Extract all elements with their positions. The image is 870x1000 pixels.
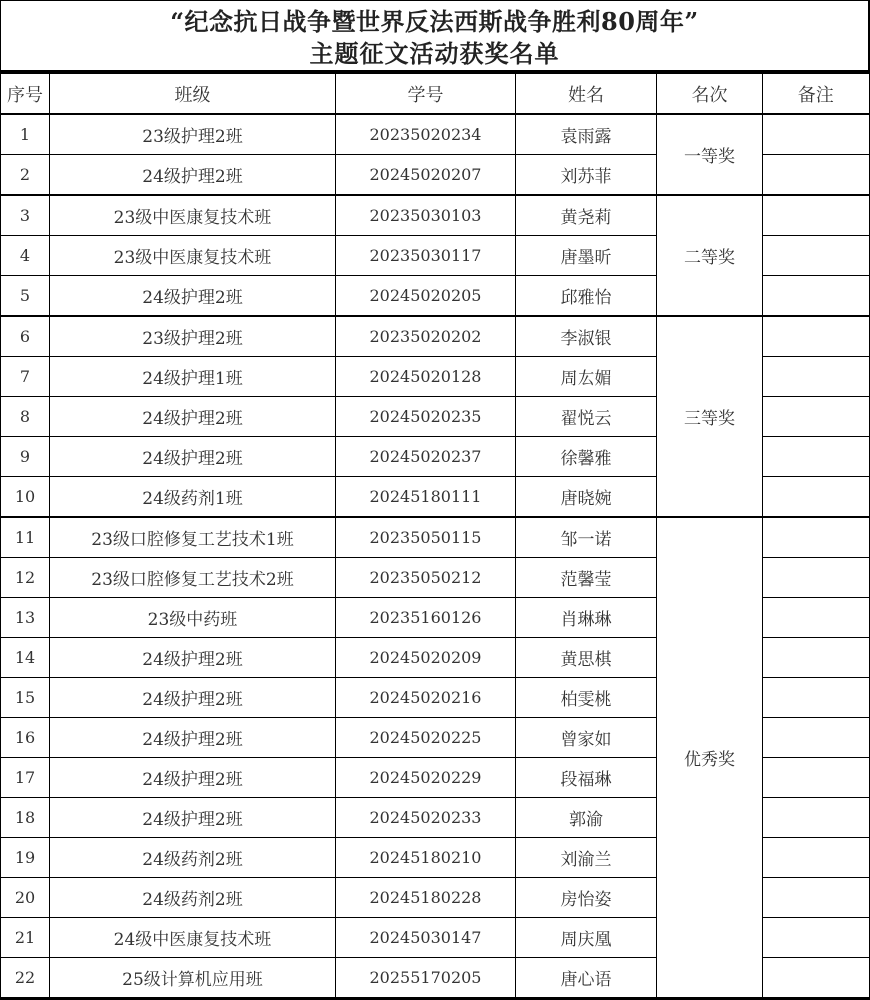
cell-remark — [763, 798, 870, 838]
cell-class: 24级中医康复技术班 — [50, 918, 336, 958]
cell-student-id: 20235050212 — [336, 558, 516, 598]
cell-class: 23级护理2班 — [50, 316, 336, 357]
cell-remark — [763, 236, 870, 276]
award-third: 三等奖 — [657, 316, 763, 517]
cell-student-id: 20235020202 — [336, 316, 516, 357]
cell-index: 7 — [1, 357, 50, 397]
cell-student-id: 20245180111 — [336, 477, 516, 518]
cell-remark — [763, 878, 870, 918]
document-title — [0, 0, 870, 73]
cell-name: 郭渝 — [516, 798, 657, 838]
cell-class: 23级中医康复技术班 — [50, 195, 336, 236]
cell-remark — [763, 195, 870, 236]
table-row — [1, 114, 870, 155]
cell-student-id: 20245020128 — [336, 357, 516, 397]
cell-class: 23级中药班 — [50, 598, 336, 638]
table-header-row — [1, 74, 870, 115]
table-row — [1, 316, 870, 357]
cell-class: 24级护理2班 — [50, 718, 336, 758]
table-row — [1, 517, 870, 558]
cell-remark — [763, 357, 870, 397]
cell-class: 24级药剂2班 — [50, 878, 336, 918]
award-excellence: 优秀奖 — [657, 517, 763, 999]
cell-index: 5 — [1, 276, 50, 317]
cell-index: 1 — [1, 114, 50, 155]
cell-student-id: 20245020216 — [336, 678, 516, 718]
cell-index: 15 — [1, 678, 50, 718]
cell-class: 24级护理1班 — [50, 357, 336, 397]
cell-student-id: 20245030147 — [336, 918, 516, 958]
header-remark: 备注 — [763, 74, 870, 115]
cell-remark — [763, 838, 870, 878]
cell-index: 6 — [1, 316, 50, 357]
cell-index: 17 — [1, 758, 50, 798]
cell-remark — [763, 718, 870, 758]
cell-remark — [763, 114, 870, 155]
cell-remark — [763, 477, 870, 518]
cell-name: 袁雨露 — [516, 114, 657, 155]
cell-remark — [763, 155, 870, 196]
cell-name: 徐馨雅 — [516, 437, 657, 477]
cell-name: 刘渝兰 — [516, 838, 657, 878]
cell-name: 刘苏菲 — [516, 155, 657, 196]
cell-student-id: 20235030117 — [336, 236, 516, 276]
cell-name: 李淑银 — [516, 316, 657, 357]
cell-student-id: 20245020237 — [336, 437, 516, 477]
cell-class: 24级药剂2班 — [50, 838, 336, 878]
award-second: 二等奖 — [657, 195, 763, 316]
cell-remark — [763, 437, 870, 477]
cell-name: 翟悦云 — [516, 397, 657, 437]
cell-student-id: 20245020207 — [336, 155, 516, 196]
cell-student-id: 20235030103 — [336, 195, 516, 236]
cell-name: 曾家如 — [516, 718, 657, 758]
header-name: 姓名 — [516, 74, 657, 115]
cell-remark — [763, 397, 870, 437]
cell-student-id: 20245020209 — [336, 638, 516, 678]
cell-class: 24级护理2班 — [50, 798, 336, 838]
cell-name: 周庆凰 — [516, 918, 657, 958]
cell-student-id: 20245180210 — [336, 838, 516, 878]
cell-index: 8 — [1, 397, 50, 437]
cell-index: 4 — [1, 236, 50, 276]
cell-remark — [763, 558, 870, 598]
cell-index: 21 — [1, 918, 50, 958]
cell-index: 13 — [1, 598, 50, 638]
header-student-id: 学号 — [336, 74, 516, 115]
cell-name: 邹一诺 — [516, 517, 657, 558]
cell-class: 24级护理2班 — [50, 397, 336, 437]
cell-index: 3 — [1, 195, 50, 236]
cell-name: 肖琳琳 — [516, 598, 657, 638]
cell-index: 12 — [1, 558, 50, 598]
cell-student-id: 20245020235 — [336, 397, 516, 437]
header-index: 序号 — [1, 74, 50, 115]
cell-name: 唐晓婉 — [516, 477, 657, 518]
cell-student-id: 20245020233 — [336, 798, 516, 838]
title-line-2: 主题征文活动获奖名单 — [309, 39, 560, 68]
award-table — [0, 73, 870, 1000]
cell-name: 黄思棋 — [516, 638, 657, 678]
cell-remark — [763, 276, 870, 317]
cell-index: 9 — [1, 437, 50, 477]
cell-class: 23级中医康复技术班 — [50, 236, 336, 276]
cell-index: 22 — [1, 958, 50, 999]
cell-remark — [763, 598, 870, 638]
cell-class: 24级药剂1班 — [50, 477, 336, 518]
cell-name: 黄尧莉 — [516, 195, 657, 236]
cell-remark — [763, 316, 870, 357]
cell-student-id: 20255170205 — [336, 958, 516, 999]
cell-class: 24级护理2班 — [50, 437, 336, 477]
cell-index: 11 — [1, 517, 50, 558]
title-line-1: “纪念抗日战争暨世界反法西斯战争胜利80周年” — [170, 7, 699, 36]
cell-index: 14 — [1, 638, 50, 678]
cell-name: 段福琳 — [516, 758, 657, 798]
cell-name: 周厷媚 — [516, 357, 657, 397]
cell-student-id: 20245020229 — [336, 758, 516, 798]
cell-class: 25级计算机应用班 — [50, 958, 336, 999]
cell-class: 23级口腔修复工艺技术1班 — [50, 517, 336, 558]
cell-name: 范馨莹 — [516, 558, 657, 598]
cell-index: 16 — [1, 718, 50, 758]
cell-name: 唐心语 — [516, 958, 657, 999]
cell-index: 19 — [1, 838, 50, 878]
cell-student-id: 20245180228 — [336, 878, 516, 918]
cell-index: 18 — [1, 798, 50, 838]
header-class: 班级 — [50, 74, 336, 115]
cell-class: 23级护理2班 — [50, 114, 336, 155]
cell-remark — [763, 758, 870, 798]
cell-class: 24级护理2班 — [50, 758, 336, 798]
cell-remark — [763, 678, 870, 718]
cell-student-id: 20245020225 — [336, 718, 516, 758]
cell-class: 24级护理2班 — [50, 638, 336, 678]
cell-index: 10 — [1, 477, 50, 518]
cell-index: 20 — [1, 878, 50, 918]
cell-remark — [763, 517, 870, 558]
cell-student-id: 20235160126 — [336, 598, 516, 638]
cell-class: 24级护理2班 — [50, 155, 336, 196]
cell-remark — [763, 918, 870, 958]
table-row — [1, 195, 870, 236]
cell-name: 邱雅怡 — [516, 276, 657, 317]
cell-class: 23级口腔修复工艺技术2班 — [50, 558, 336, 598]
header-rank: 名次 — [657, 74, 763, 115]
cell-student-id: 20245020205 — [336, 276, 516, 317]
cell-name: 唐墨昕 — [516, 236, 657, 276]
cell-name: 房怡姿 — [516, 878, 657, 918]
cell-name: 柏雯桃 — [516, 678, 657, 718]
cell-remark — [763, 958, 870, 999]
cell-student-id: 20235050115 — [336, 517, 516, 558]
award-first: 一等奖 — [657, 114, 763, 195]
cell-class: 24级护理2班 — [50, 276, 336, 317]
cell-class: 24级护理2班 — [50, 678, 336, 718]
cell-index: 2 — [1, 155, 50, 196]
cell-remark — [763, 638, 870, 678]
cell-student-id: 20235020234 — [336, 114, 516, 155]
